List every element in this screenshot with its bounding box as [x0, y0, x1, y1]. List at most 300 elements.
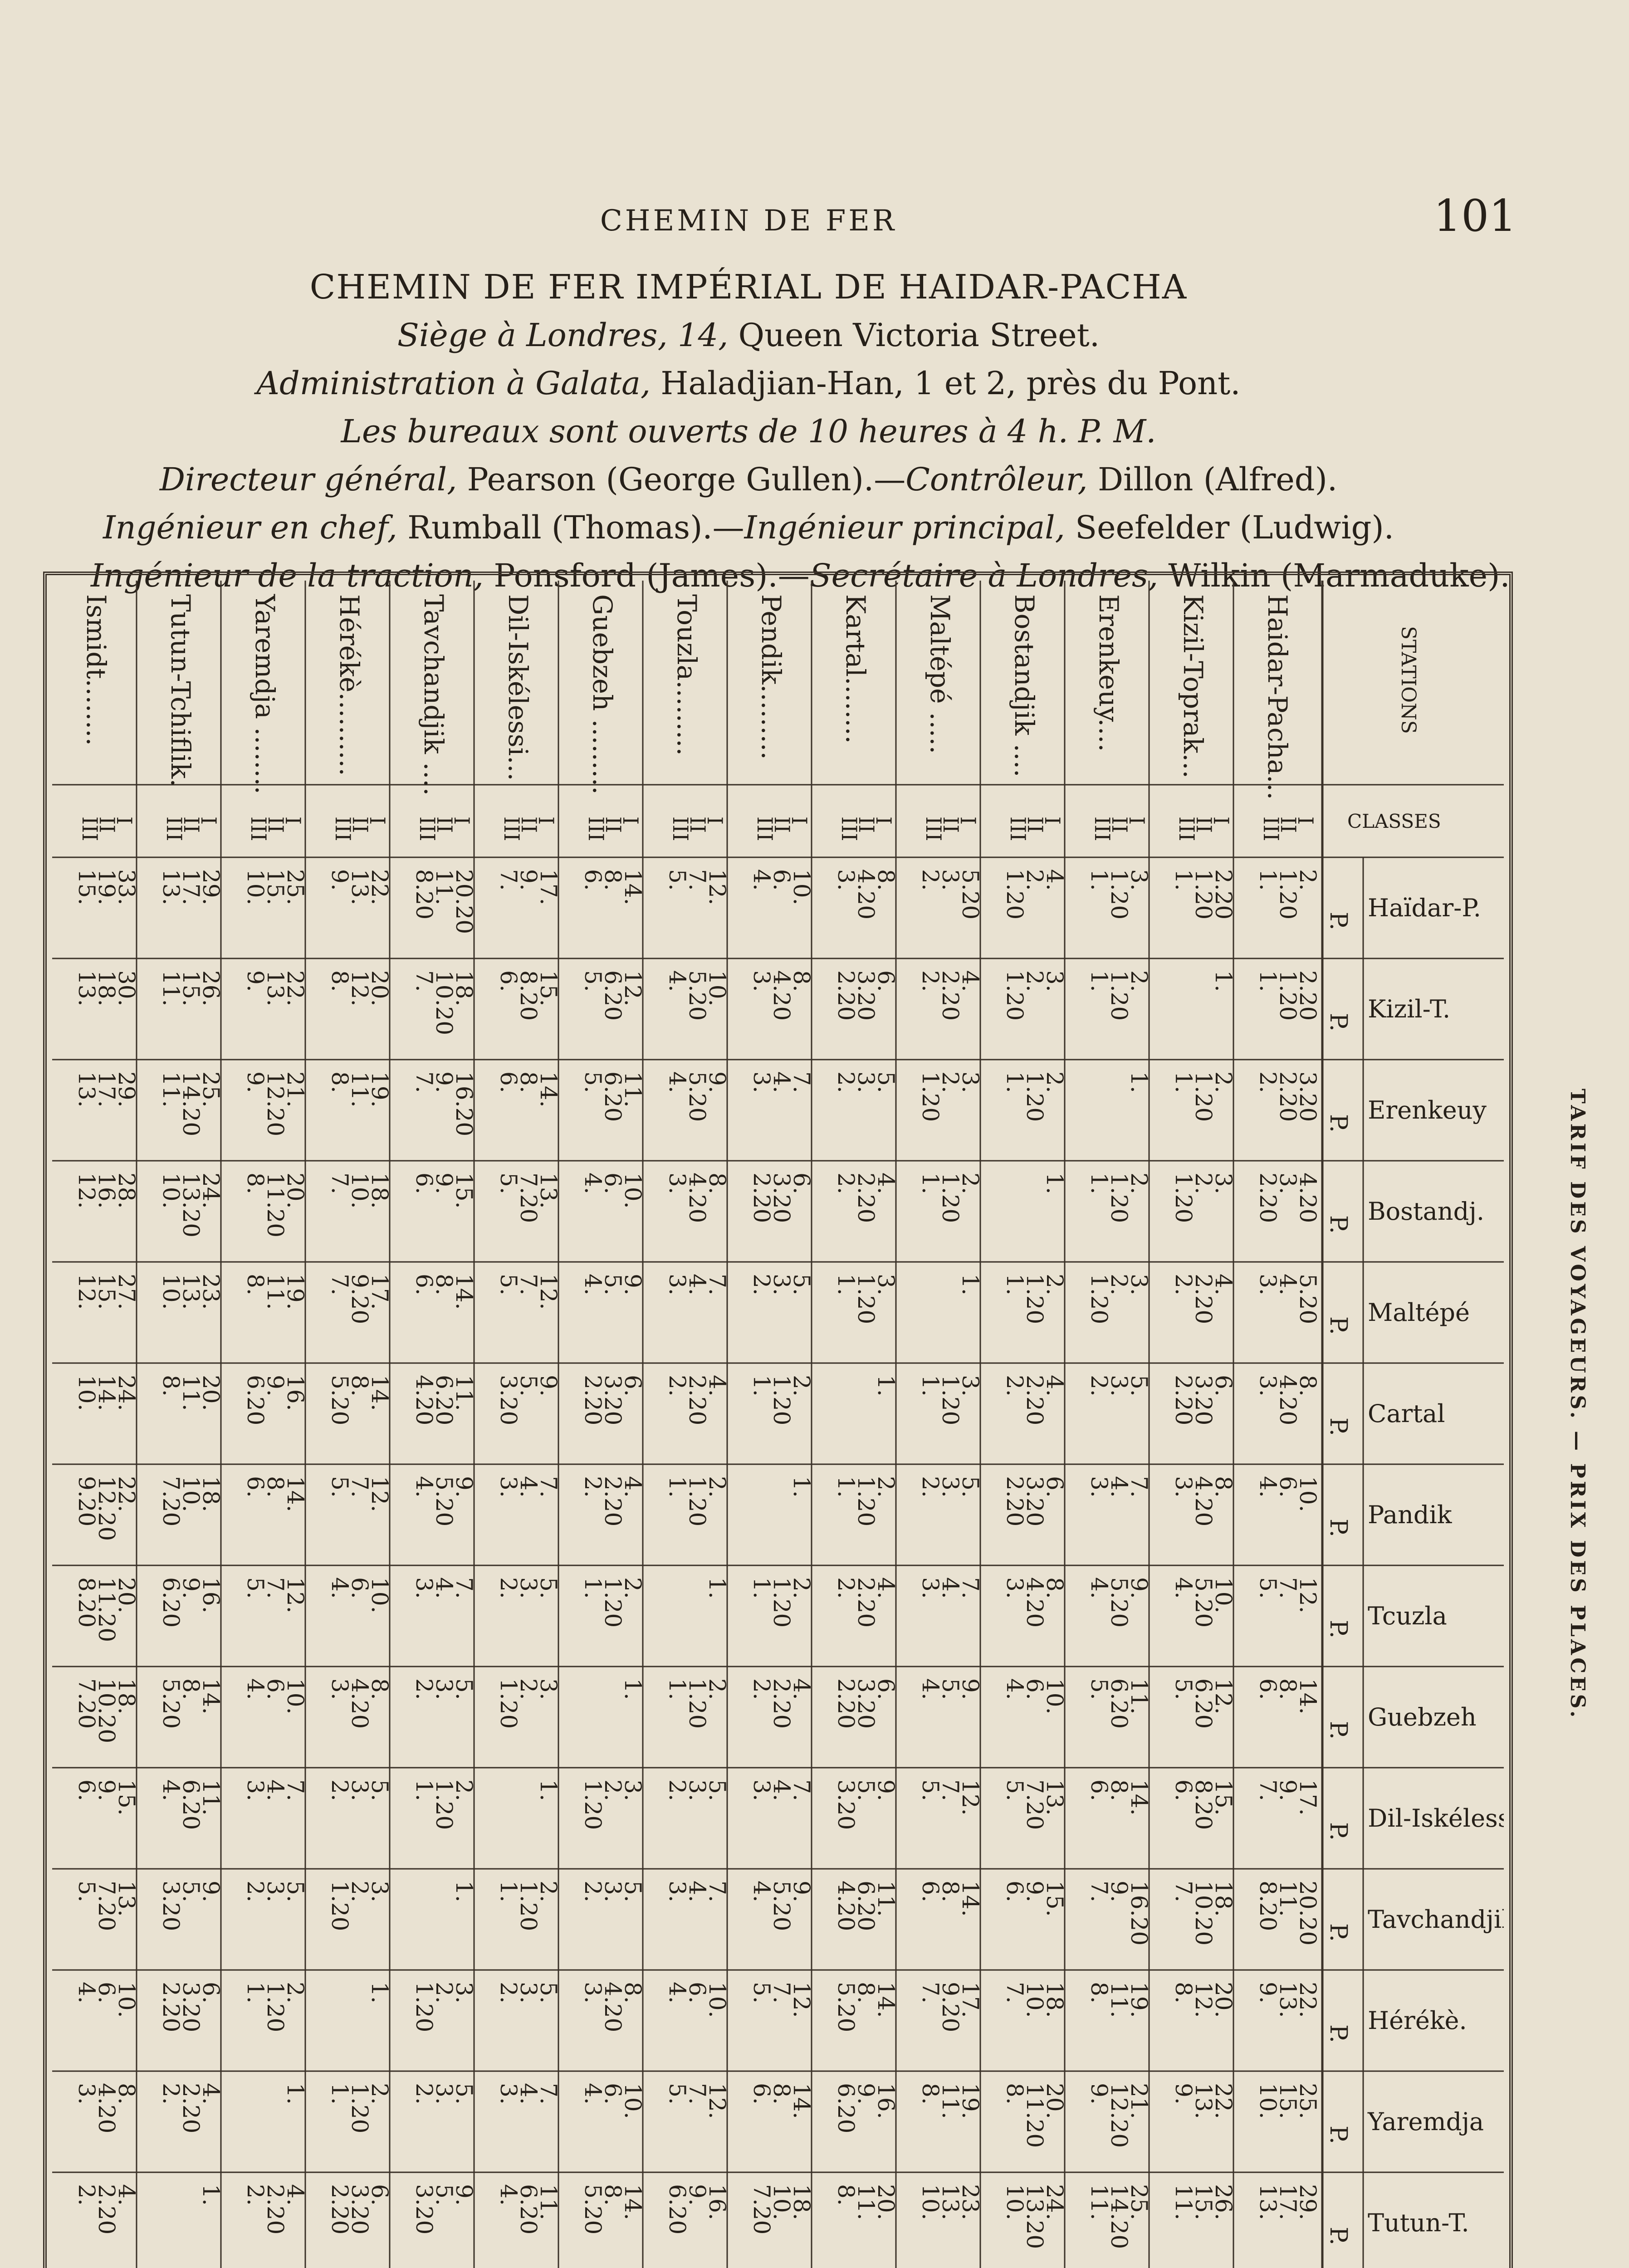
- fare-value: 15.: [1275, 2083, 1301, 2119]
- fare-value: 9.: [451, 2184, 477, 2206]
- staff-role: Ingénieur en chef,: [103, 509, 397, 546]
- fare-value: 1.20: [580, 1779, 606, 1830]
- fare-value: 5.: [451, 2083, 477, 2105]
- fare-value: 13.: [535, 1173, 562, 1209]
- fare-value: 4.: [113, 2184, 140, 2206]
- place-mark: P.: [1325, 912, 1352, 930]
- fare-value: 9.: [1275, 1779, 1301, 1801]
- destination-name: Yaremdja: [1368, 2107, 1484, 2136]
- fare-value: 3.: [748, 970, 775, 992]
- fare-value: 5.20: [327, 1375, 353, 1426]
- fare-value: 4.20: [411, 1375, 437, 1426]
- fare-value: 10.: [1002, 2184, 1028, 2220]
- fare-value: 10.: [158, 1173, 184, 1209]
- fare-value: 5.20: [1106, 1577, 1132, 1628]
- fare-value: 15.: [451, 1173, 477, 1209]
- fare-value: 8.: [515, 1071, 542, 1093]
- fare-value: 4.: [242, 1678, 269, 1700]
- fare-value: 24.: [198, 1173, 224, 1209]
- fare-value: 6.: [495, 1071, 522, 1093]
- station-name: Touzla.........: [671, 594, 702, 756]
- fare-value: 17.: [535, 869, 562, 905]
- fare-value: 5.: [282, 1881, 308, 1902]
- station-name: Dil-Iskélessi...: [503, 594, 533, 781]
- fare-value: 8.: [1002, 2083, 1028, 2105]
- class-mark: II: [95, 816, 119, 833]
- fare-value: 17.: [367, 1274, 393, 1310]
- fare-value: 16.20: [1126, 1881, 1152, 1946]
- place-mark: P.: [1325, 1519, 1352, 1537]
- class-mark: II: [685, 816, 710, 833]
- fare-value: 25.: [282, 869, 308, 905]
- class-mark: III: [668, 816, 693, 841]
- station-name: Haidar-Pacha...: [1262, 594, 1293, 800]
- fare-value: 8.: [600, 869, 626, 891]
- fare-value: 2.20: [1210, 869, 1237, 920]
- fare-value: 4.: [411, 1476, 437, 1498]
- fare-value: 7.20: [515, 1173, 542, 1223]
- fare-value: 4.: [515, 1476, 542, 1498]
- fare-value: 11.: [347, 1071, 373, 1108]
- place-mark: P.: [1325, 1114, 1352, 1133]
- fare-value: 1.20: [327, 1881, 353, 1931]
- fare-value: 8.20: [411, 869, 437, 920]
- fare-value: 22.: [282, 970, 308, 1007]
- fare-value: 5.: [664, 869, 690, 891]
- fare-value: 18.: [1042, 1982, 1068, 2018]
- fare-value: 8.: [158, 1375, 184, 1397]
- fare-value: 11.: [431, 869, 457, 905]
- fare-value: 10.: [1295, 1476, 1321, 1512]
- destination-name: Tcuzla: [1368, 1602, 1447, 1630]
- fare-value: 24.: [113, 1375, 140, 1411]
- fare-value: 7.: [327, 1173, 353, 1194]
- fare-value: 14.: [620, 869, 646, 905]
- fare-value: 4.20: [1275, 1375, 1301, 1426]
- fare-value: 13.: [1190, 2083, 1217, 2119]
- fare-value: 4.20: [600, 1982, 626, 2033]
- staff-role: Ingénieur de la traction,: [91, 557, 484, 594]
- class-mark: III: [162, 816, 186, 841]
- fare-value: 1.: [1086, 869, 1112, 891]
- fare-value: 3.20: [833, 1779, 859, 1830]
- fare-value: 9.: [1255, 1982, 1281, 2004]
- fare-value: 1.: [748, 1375, 775, 1397]
- fare-value: 7.: [1002, 1982, 1028, 2004]
- class-mark: I: [112, 816, 137, 825]
- fare-value: 6.: [262, 1678, 289, 1700]
- fare-value: 3.: [347, 1779, 373, 1801]
- administration-label: Administration à Galata,: [256, 365, 651, 402]
- fare-value: 1.: [788, 1476, 815, 1498]
- fare-value: 6.: [347, 1577, 373, 1599]
- fare-value: 5.: [580, 1071, 606, 1093]
- fare-value: 14.: [451, 1274, 477, 1310]
- fare-value: 12.: [367, 1476, 393, 1512]
- fare-value: 5.20: [158, 1678, 184, 1729]
- fare-value: 9.: [431, 1071, 457, 1093]
- fare-value: 22.: [113, 1476, 140, 1512]
- fare-value: 3.: [515, 1982, 542, 2004]
- fare-value: 3.20: [1022, 1476, 1048, 1527]
- fare-value: 3.: [1126, 869, 1152, 891]
- fare-value: 8.: [347, 1375, 373, 1397]
- fare-value: 7.20: [73, 1678, 100, 1729]
- fare-value: 6.: [1255, 1678, 1281, 1700]
- fare-value: 3.20: [495, 1375, 522, 1426]
- fare-value: 5.: [242, 1577, 269, 1599]
- fare-value: 4.: [873, 1173, 899, 1194]
- fare-value: 10.: [788, 869, 815, 905]
- fare-value: 4.20: [853, 869, 879, 920]
- place-mark: P.: [1325, 2126, 1352, 2144]
- fare-value: 2.20: [833, 1678, 859, 1729]
- fare-value: 6.: [1042, 1476, 1068, 1498]
- fare-value: 12.: [1190, 1982, 1217, 2018]
- fare-value: 4.: [495, 2184, 522, 2206]
- fare-value: 6.: [768, 869, 795, 891]
- fare-value: 8.: [327, 1071, 353, 1093]
- fare-value: 5.: [748, 1982, 775, 2004]
- station-name: Guebzeh .........: [587, 594, 618, 795]
- fare-value: 6.: [580, 869, 606, 891]
- fare-value: 9.: [957, 1678, 983, 1700]
- fare-value: 2.20: [327, 2184, 353, 2235]
- fare-value: 2.: [431, 1982, 457, 2004]
- fare-value: 4.: [873, 1577, 899, 1599]
- fare-value: 3.: [495, 1476, 522, 1498]
- fare-value: 1.: [1086, 1173, 1112, 1194]
- fare-value: 14.: [367, 1375, 393, 1411]
- class-mark: II: [1023, 816, 1047, 833]
- fare-value: 7.: [451, 1577, 477, 1599]
- class-mark: I: [196, 816, 221, 825]
- fare-value: 1.20: [917, 1071, 944, 1122]
- fare-value: 29.: [198, 869, 224, 905]
- fare-value: 11.: [937, 2083, 964, 2119]
- fare-value: 15.: [535, 970, 562, 1007]
- fare-value: 6.: [873, 970, 899, 992]
- fare-value: 1.20: [1275, 869, 1301, 920]
- fare-value: 2.20: [937, 970, 964, 1021]
- class-mark: III: [1006, 816, 1030, 841]
- fare-value: 1.20: [1275, 970, 1301, 1021]
- place-mark: P.: [1325, 1721, 1352, 1740]
- fare-value: 1.: [1210, 970, 1237, 992]
- destination-name: Dil-Iskélessi: [1368, 1804, 1504, 1833]
- fare-value: 8.: [367, 1678, 393, 1700]
- fare-value: 6.20: [600, 970, 626, 1021]
- fare-value: 6.: [620, 1375, 646, 1397]
- fare-value: 12.: [957, 1779, 983, 1816]
- fare-value: 10.: [1042, 1678, 1068, 1715]
- fare-value: 2.: [788, 1375, 815, 1397]
- fare-value: 9.20: [73, 1476, 100, 1527]
- fare-value: 4.: [937, 1577, 964, 1599]
- fare-value: 14.: [788, 2083, 815, 2119]
- fare-value: 5.20: [1295, 1274, 1321, 1325]
- fare-value: 7.: [684, 2083, 710, 2105]
- fare-value: 21.: [282, 1071, 308, 1108]
- fare-value: 5.: [327, 1476, 353, 1498]
- fare-value: 3.: [1106, 1375, 1132, 1397]
- fare-value: 3.: [1002, 1577, 1028, 1599]
- fare-value: 4.: [664, 1071, 690, 1093]
- destination-name: Pandik: [1368, 1501, 1452, 1529]
- class-mark: II: [1276, 816, 1301, 833]
- fare-value: 18.: [93, 970, 120, 1007]
- classes-header: CLASSES: [1347, 810, 1441, 832]
- station-name: Tavchandjik ....: [418, 594, 449, 796]
- class-mark: II: [1192, 816, 1216, 833]
- fare-value: 5.20: [768, 1881, 795, 1931]
- fare-value: 6.20: [853, 1881, 879, 1931]
- fare-value: 7.: [1255, 1779, 1281, 1801]
- fare-value: 13.: [262, 970, 289, 1007]
- fare-value: 1.: [873, 1375, 899, 1397]
- fare-value: 8.: [1210, 1476, 1237, 1498]
- destination-name: Kizil-T.: [1368, 995, 1451, 1023]
- fare-value: 13.: [113, 1881, 140, 1917]
- fare-value: 2.: [748, 1678, 775, 1700]
- fare-value: 2.20: [1190, 1274, 1217, 1325]
- fare-value: 8.: [768, 2083, 795, 2105]
- station-name: Maltépé .....: [925, 594, 955, 754]
- fare-value: 3.: [580, 1982, 606, 2004]
- fare-value: 18.: [1210, 1881, 1237, 1917]
- fare-value: 2.: [664, 1779, 690, 1801]
- class-mark: I: [365, 816, 390, 825]
- fare-value: 8.: [873, 869, 899, 891]
- fare-value: 22.: [367, 869, 393, 905]
- fare-value: 3.: [620, 1779, 646, 1801]
- fare-value: 17.: [957, 1982, 983, 2018]
- fare-value: 6.20: [833, 2083, 859, 2134]
- station-name: Erenkeuy....: [1093, 594, 1124, 752]
- fare-value: 3.: [957, 1375, 983, 1397]
- fare-value: 1.: [1255, 970, 1281, 992]
- fare-value: 3.: [262, 1881, 289, 1902]
- fare-value: 7.: [937, 1779, 964, 1801]
- fare-value: 33.: [113, 869, 140, 905]
- fare-value: 1.: [833, 1476, 859, 1498]
- fare-value: 18.: [198, 1476, 224, 1512]
- staff-person: Seefelder (Ludwig).: [1075, 509, 1394, 546]
- fare-value: 1.: [495, 1881, 522, 1902]
- fare-value: 8.: [242, 1274, 269, 1295]
- fare-value: 5.: [178, 1881, 204, 1902]
- class-mark: I: [281, 816, 305, 825]
- fare-value: 1.: [1002, 1071, 1028, 1093]
- fare-value: 7.: [411, 970, 437, 992]
- fare-value: 1.20: [495, 1678, 522, 1729]
- fare-value: 10.: [1022, 1982, 1048, 2018]
- fare-value: 16.20: [451, 1071, 477, 1137]
- fare-value: 9.: [242, 970, 269, 992]
- fare-value: 11.: [1106, 1982, 1132, 2018]
- fare-value: 9.: [262, 1375, 289, 1397]
- fare-value: 7.: [957, 1577, 983, 1599]
- fare-value: 17.: [178, 869, 204, 905]
- fare-value: 3.: [1210, 1173, 1237, 1194]
- class-mark: I: [450, 816, 474, 825]
- fare-value: 10.: [620, 2083, 646, 2119]
- fare-value: 8.: [178, 1678, 204, 1700]
- fare-value: 4.20: [684, 1173, 710, 1223]
- class-mark: III: [584, 816, 608, 841]
- fare-value: 6.20: [158, 1577, 184, 1628]
- fare-value: 9.: [1106, 1881, 1132, 1902]
- fare-value: 3.: [431, 2083, 457, 2105]
- destination-name: Guebzeh: [1368, 1703, 1477, 1731]
- fare-value: 1.: [535, 1779, 562, 1801]
- fare-value: 13.: [1255, 2184, 1281, 2220]
- fare-value: 1.: [917, 1375, 944, 1397]
- class-mark: III: [415, 816, 440, 841]
- fare-value: 2.: [704, 1476, 730, 1498]
- place-mark: P.: [1325, 1620, 1352, 1638]
- fare-value: 5.20: [580, 2184, 606, 2235]
- fare-value: 1.20: [937, 1173, 964, 1223]
- fare-value: 2.: [833, 1173, 859, 1194]
- fare-value: 2.20: [1022, 1375, 1048, 1426]
- fare-value: 12.20: [262, 1071, 289, 1137]
- fare-value: 17.: [1295, 1779, 1321, 1816]
- fare-value: 1.20: [1002, 970, 1028, 1021]
- fare-value: 3.: [937, 869, 964, 891]
- class-mark: II: [432, 816, 457, 833]
- class-mark: I: [1040, 816, 1065, 825]
- class-mark: I: [618, 816, 643, 825]
- fare-value: 3.: [1042, 970, 1068, 992]
- fare-value: 25.: [1126, 2184, 1152, 2220]
- fare-value: 11.: [1170, 2184, 1197, 2220]
- fare-value: 8.: [431, 1274, 457, 1295]
- fare-value: 15.: [178, 970, 204, 1007]
- destination-name: Maltépé: [1368, 1298, 1470, 1327]
- fare-value: 2.20: [600, 1476, 626, 1527]
- fare-value: 2.: [620, 1577, 646, 1599]
- fare-value: 1.20: [347, 2083, 373, 2134]
- station-name: Bostandjik ....: [1009, 594, 1040, 777]
- place-mark: P.: [1325, 1013, 1352, 1031]
- fare-value: 2.: [917, 1476, 944, 1498]
- staff-person: Rumball (Thomas).—: [407, 509, 744, 546]
- fare-value: 2.: [1086, 1375, 1112, 1397]
- fare-value: 11.: [158, 970, 184, 1007]
- fare-value: 5.: [873, 1071, 899, 1093]
- fare-value: 4.: [957, 970, 983, 992]
- fare-value: 2.20: [262, 2184, 289, 2235]
- fare-value: 2.: [515, 1678, 542, 1700]
- fare-value: 1.20: [1170, 1173, 1197, 1223]
- fare-value: 26.: [198, 970, 224, 1007]
- fare-value: 4.: [282, 2184, 308, 2206]
- fare-value: 10.: [178, 1476, 204, 1512]
- class-mark: III: [499, 816, 524, 841]
- fare-value: 7.: [788, 1779, 815, 1801]
- fare-value: 14.: [535, 1071, 562, 1108]
- class-mark: II: [770, 816, 794, 833]
- place-mark: P.: [1325, 2024, 1352, 2043]
- fare-value: 7.: [495, 869, 522, 891]
- fare-value: 2.20: [748, 1173, 775, 1223]
- fare-value: 10.: [158, 1274, 184, 1310]
- fare-value: 10.: [704, 970, 730, 1007]
- fare-value: 12.: [620, 970, 646, 1007]
- fare-value: 11.: [1086, 2184, 1112, 2220]
- fare-value: 19.: [957, 2083, 983, 2119]
- fare-value: 2.20: [1170, 1375, 1197, 1426]
- fare-value: 4.: [1106, 1476, 1132, 1498]
- fare-value: 12.: [73, 1274, 100, 1310]
- fare-value: 7.: [917, 1982, 944, 2004]
- fare-value: 3.: [327, 1678, 353, 1700]
- side-caption-text: TARIF DES VOYAGEURS. — PRIX DES PLACES.: [1566, 1089, 1589, 1721]
- seat-line: [91, 311, 1406, 359]
- office-hours: Les bureaux sont ouverts de 10 heures à 4 h. P. M.: [341, 413, 1156, 450]
- class-mark: III: [753, 816, 777, 841]
- fare-value: 12.: [73, 1173, 100, 1209]
- fare-value: 7.20: [748, 2184, 775, 2235]
- fare-value: 2.: [957, 1173, 983, 1194]
- fare-value: 11.: [535, 2184, 562, 2220]
- fare-value: 7.: [1170, 1881, 1197, 1902]
- fare-value: 5.20: [684, 1071, 710, 1122]
- fare-value: 1.: [327, 2083, 353, 2105]
- destination-name: Tavchandjil: [1368, 1905, 1504, 1934]
- fare-value: 11.: [620, 1071, 646, 1108]
- fare-value: 10.: [620, 1173, 646, 1209]
- station-name: Ismidt........: [81, 594, 112, 746]
- fare-value: 3.: [411, 1577, 437, 1599]
- fare-value: 8.: [1106, 1779, 1132, 1801]
- fare-value: 2.: [580, 1881, 606, 1902]
- fare-value: 1.: [451, 1881, 477, 1902]
- fare-value: 2.: [917, 970, 944, 992]
- fare-value: 4.: [515, 2083, 542, 2105]
- fare-value: 1.20: [600, 1577, 626, 1628]
- fare-value: 2.: [600, 1779, 626, 1801]
- fare-value: 3.: [600, 1881, 626, 1902]
- fare-value: 22.: [1295, 1982, 1321, 2018]
- fare-value: 6.: [495, 970, 522, 992]
- fare-value: 1.: [664, 1476, 690, 1498]
- fare-value: 12.: [1295, 1577, 1321, 1613]
- fare-value: 11.: [853, 2184, 879, 2220]
- destination-name: Tutun-T.: [1368, 2209, 1469, 2237]
- fare-value: 6.20: [242, 1375, 269, 1426]
- fare-value: 9.: [327, 869, 353, 891]
- fare-value: 7.20: [158, 1476, 184, 1527]
- fare-value: 4.: [1086, 1577, 1112, 1599]
- class-mark: I: [1125, 816, 1149, 825]
- fare-value: 10.20: [431, 970, 457, 1036]
- fare-value: 8.: [788, 970, 815, 992]
- fare-value: 9.: [515, 869, 542, 891]
- fare-value: 3.: [664, 1173, 690, 1194]
- fare-value: 2.20: [833, 970, 859, 1021]
- fare-value: 6.20: [664, 2184, 690, 2235]
- fare-value: 3.20: [1295, 1071, 1321, 1122]
- fare-value: 2.: [327, 1779, 353, 1801]
- fare-value: 2.: [282, 1982, 308, 2004]
- fare-value: 16.: [873, 2083, 899, 2119]
- fare-value: 6.: [600, 1173, 626, 1194]
- fare-value: 4.20: [833, 1881, 859, 1931]
- fare-value: 6.: [748, 2083, 775, 2105]
- fare-value: 4.: [262, 1779, 289, 1801]
